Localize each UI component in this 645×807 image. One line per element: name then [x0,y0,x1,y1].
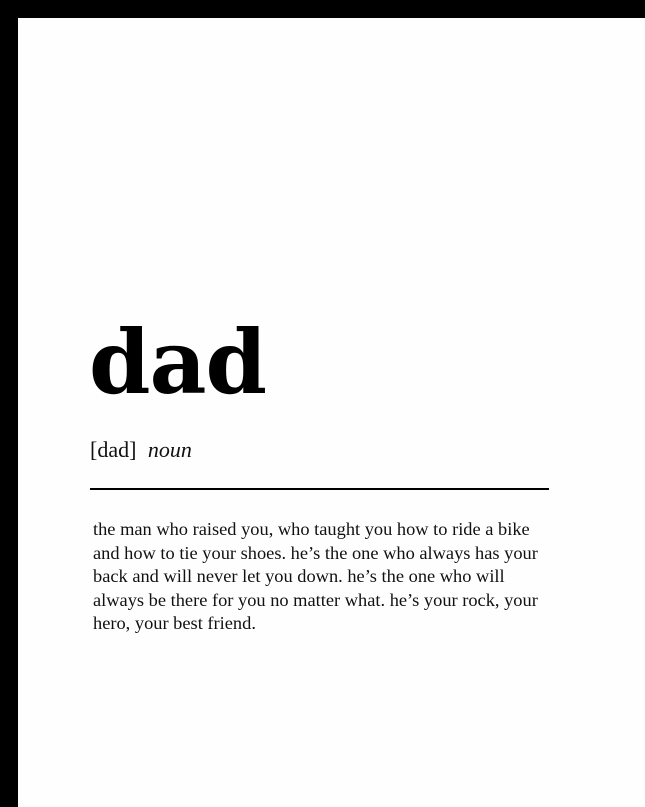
pronunciation: [dad] [90,437,137,462]
entry-word: dad [89,310,267,414]
pronunciation-line [90,439,192,461]
divider-line [90,488,549,490]
definition-text: the man who raised you, who taught you how to ride a bike and how to tie your shoes. he’s the one who always has your back and will never let you down. he’s the one who will always be there for you no matter what. he’s your rock, your hero, your best friend. [93,519,538,633]
poster-paper [18,18,645,807]
part-of-speech: noun [147,437,192,462]
